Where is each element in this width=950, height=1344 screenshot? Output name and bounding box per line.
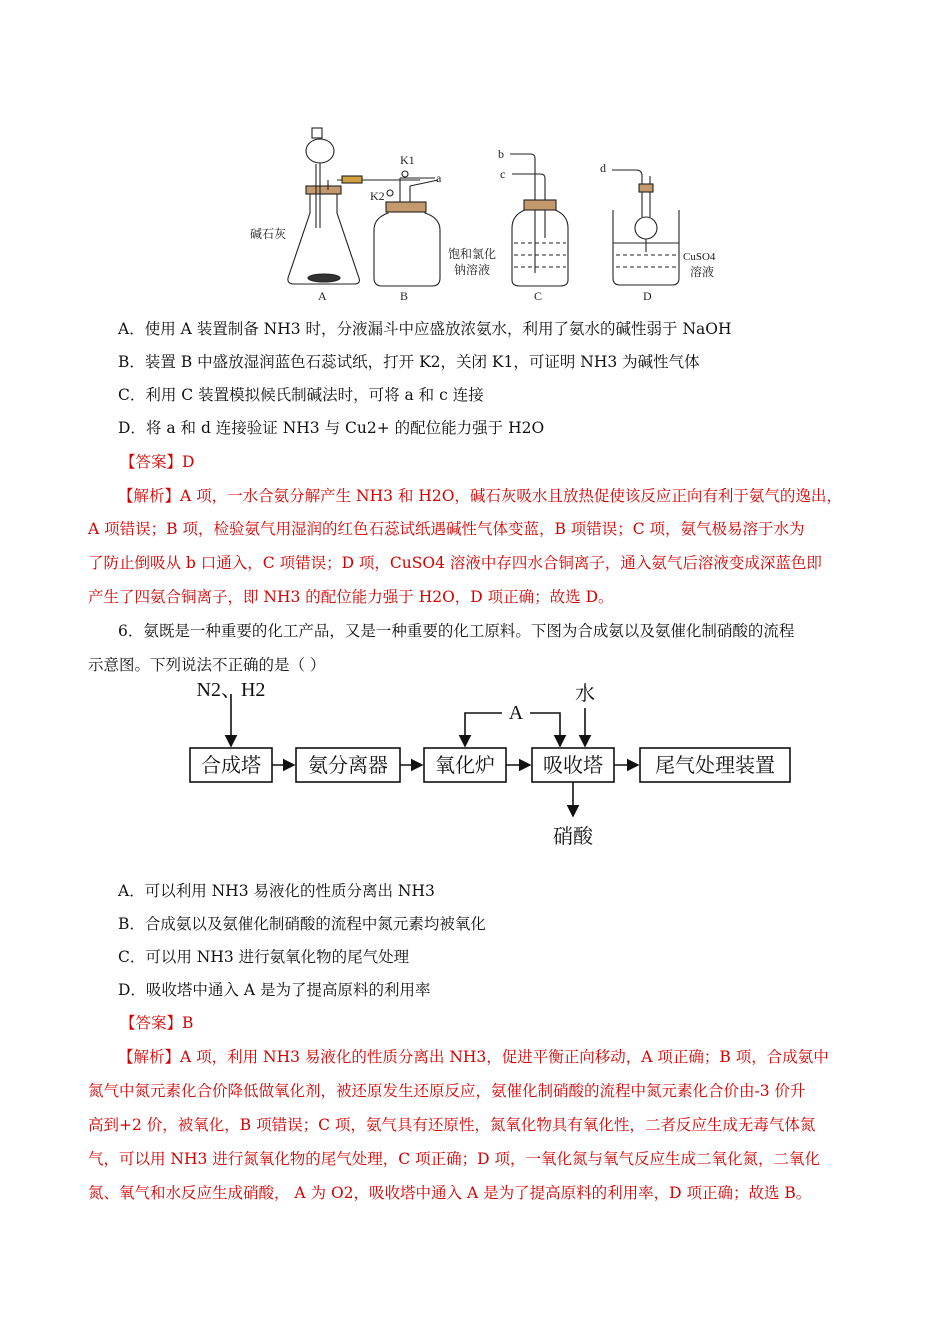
q6-option-b: B．合成氨以及氨催化制硝酸的流程中氮元素均被氧化 — [118, 915, 486, 933]
flow-output-label: 硝酸 — [553, 824, 593, 848]
flow-input-label: N2、H2 — [196, 679, 266, 701]
flow-box2-label: 氨分离器 — [308, 753, 388, 777]
q6-stem-1: 6．氨既是一种重要的化工产品，又是一种重要的化工原料。下图为合成氨以及氨催化制硝酸的流程 — [118, 622, 795, 640]
q6-answer: 【答案】B — [120, 1014, 194, 1032]
label-nacl-2: 钠溶液 — [454, 263, 491, 277]
q6-stem-2: 示意图。下列说法不正确的是（ ） — [88, 656, 326, 674]
q5-option-a: A．使用 A 装置制备 NH3 时，分液漏斗中应盛放浓氨水，利用了氨水的碱性弱于 NaOH — [118, 320, 732, 338]
label-k1: K1 — [400, 153, 415, 167]
flow-loop-label: A — [508, 702, 524, 724]
q6-explanation-5: 氮、氧气和水反应生成硝酸， A 为 O2，吸收塔中通入 A 是为了提高原料的利用率，D 项正确；故选 B。 — [88, 1184, 812, 1202]
label-cuso4-1: CuSO4 — [683, 251, 716, 263]
label-C: C — [534, 289, 543, 303]
q6-explanation-3: 高到+2 价，被氧化，B 项错误；C 项，氨气具有还原性，氮氧化物具有氧化性，二者反应生成无毒气体氮 — [88, 1116, 816, 1134]
q5-explanation-1: 【解析】A 项，一水合氨分解产生 NH3 和 H2O，碱石灰吸水且放热促使该反应正向有利于氨气的逸出， — [118, 487, 842, 505]
label-D: D — [643, 289, 652, 303]
label-c: c — [500, 167, 506, 181]
separatory-funnel — [306, 139, 334, 163]
label-b: b — [498, 147, 504, 161]
q5-option-d: D．将 a 和 d 连接验证 NH3 与 Cu2+ 的配位能力强于 H2O — [118, 419, 545, 437]
flask-a — [288, 193, 360, 284]
label-B: B — [400, 289, 409, 303]
q5-explanation-4: 产生了四氨合铜离子，即 NH3 的配位能力强于 H2O，D 项正确；故选 D。 — [88, 588, 614, 606]
q6-option-d: D．吸收塔中通入 A 是为了提高原料的利用率 — [118, 981, 431, 999]
flow-water-label: 水 — [575, 681, 595, 705]
flow-box1-label: 合成塔 — [201, 753, 261, 777]
q5-option-b: B．装置 B 中盛放湿润蓝色石蕊试纸，打开 K2，关闭 K1，可证明 NH3 为碱性气体 — [118, 353, 700, 371]
label-k2: K2 — [370, 189, 385, 203]
q5-explanation-2: A 项错误；B 项，检验氨气用湿润的红色石蕊试纸遇碱性气体变蓝，B 项错误；C 项，氨气极易溶于水为 — [88, 520, 805, 538]
apparatus-figure — [240, 118, 716, 308]
flow-diagram — [180, 678, 800, 858]
label-nacl-1: 饱和氯化 — [448, 247, 497, 261]
label-a: a — [436, 171, 442, 185]
q6-explanation-2: 氮气中氮元素化合价降低做氧化剂，被还原发生还原反应，氨催化制硝酸的流程中氮元素化合价由-3 价升 — [88, 1082, 806, 1100]
label-soda-lime: 碱石灰 — [250, 227, 287, 241]
flow-box3-label: 氧化炉 — [435, 753, 495, 777]
label-d: d — [600, 161, 606, 175]
label-cuso4-2: 溶液 — [690, 265, 715, 279]
q6-explanation-1: 【解析】A 项，利用 NH3 易液化的性质分离出 NH3，促进平衡正向移动，A 项正确；B 项，合成氨中 — [118, 1048, 829, 1066]
q5-explanation-3: 了防止倒吸从 b 口通入，C 项错误；D 项，CuSO4 溶液中存四水合铜离子，通入氨气后溶液变成深蓝色即 — [88, 554, 822, 572]
flow-box4-label: 吸收塔 — [543, 753, 603, 777]
q6-option-a: A．可以利用 NH3 易液化的性质分离出 NH3 — [118, 882, 435, 900]
bottle-b — [374, 202, 440, 286]
q6-option-c: C．可以用 NH3 进行氨氧化物的尾气处理 — [118, 948, 410, 966]
bulb-d — [635, 217, 657, 239]
flow-box5-label: 尾气处理装置 — [655, 753, 775, 777]
q5-option-c: C．利用 C 装置模拟候氏制碱法时，可将 a 和 c 连接 — [118, 386, 484, 404]
q5-answer: 【答案】D — [120, 453, 195, 471]
q6-explanation-4: 气，可以用 NH3 进行氮氧化物的尾气处理，C 项正确；D 项，一氧化氮与氧气反应生成二氧化氮，二氧化 — [88, 1150, 820, 1168]
label-A: A — [318, 289, 327, 303]
